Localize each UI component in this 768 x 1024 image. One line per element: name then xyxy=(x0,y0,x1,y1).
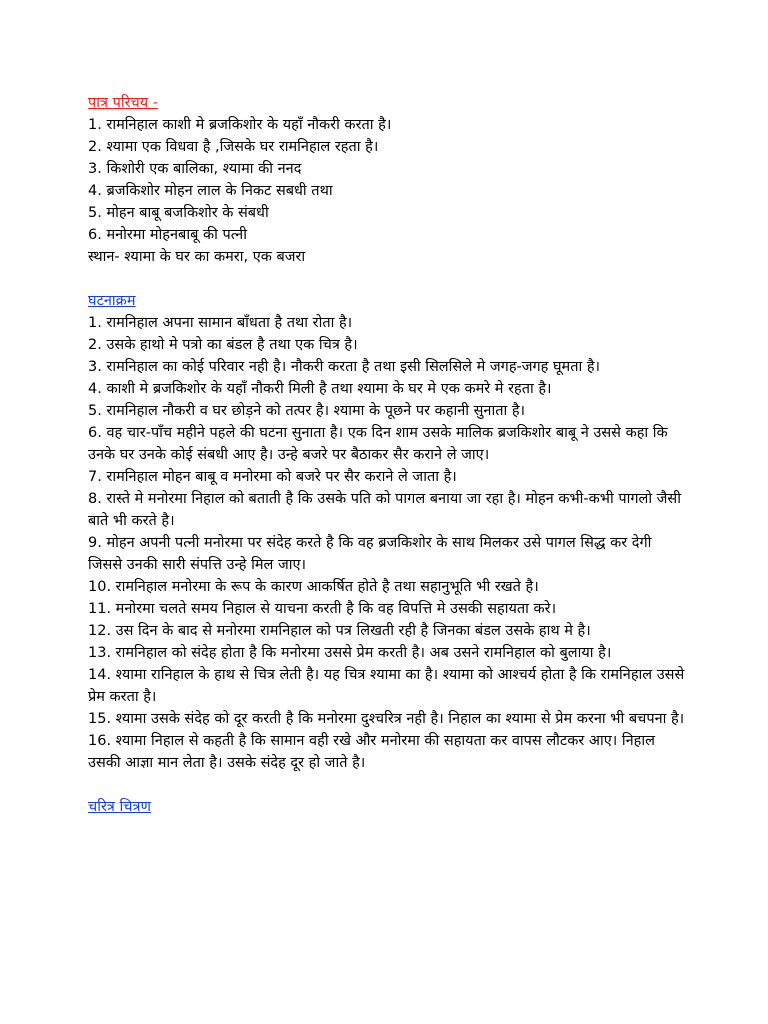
list-item: 3. किशोरी एक बालिका, श्यामा की ननद xyxy=(88,161,302,177)
list-item: 9. मोहन अपनी पत्नी मनोरमा पर संदेह करते है कि वह ब्रजकिशोर के साथ मिलकर उसे पागल सिद्ध कर देगी जिससे उनकी सारी संपत्ति उन्हे मिल जाए। xyxy=(88,535,652,573)
heading-characterization[interactable]: चरित्र चित्रण xyxy=(88,799,151,815)
list-item: 5. रामनिहाल नौकरी व घर छोड़ने को तत्पर है। श्यामा के पूछने पर कहानी सुनाता है। xyxy=(88,403,526,419)
list-item: 12. उस दिन के बाद से मनोरमा रामनिहाल को पत्र लिखती रही है जिनका बंडल उसके हाथ मे है। xyxy=(88,623,591,639)
section-events xyxy=(88,290,688,774)
place-line: स्थान- श्यामा के घर का कमरा, एक बजरा xyxy=(88,249,306,265)
list-item: 1. रामनिहाल काशी मे ब्रजकिशोर के यहाँ नौकरी करता है। xyxy=(88,117,392,133)
list-item: 14. श्यामा रानिहाल के हाथ से चित्र लेती है। यह चित्र श्यामा का है। श्यामा को आश्चर्य होता है कि रामनिहाल उससे प्रेम करता है। xyxy=(88,667,685,705)
spacer xyxy=(88,268,688,290)
heading-events[interactable]: घटनाक्रम xyxy=(88,293,136,309)
list-item: 4. काशी मे ब्रजकिशोर के यहाँ नौकरी मिली है तथा श्यामा के घर मे एक कमरे मे रहता है। xyxy=(88,381,552,397)
list-item: 16. श्यामा निहाल से कहती है कि सामान वही रखे और मनोरमा की सहायता कर वापस लौटकर आए। निहाल उसकी आज्ञा मान लेता है। उसके संदेह दूर हो जाते है। xyxy=(88,733,655,771)
spacer xyxy=(88,774,688,796)
document-page xyxy=(88,92,688,818)
list-item: 7. रामनिहाल मोहन बाबू व मनोरमा को बजरे पर सैर कराने ले जाता है। xyxy=(88,469,457,485)
heading-character-intro[interactable]: पात्र परिचय - xyxy=(88,95,158,111)
list-item: 6. वह चार-पाँच महीने पहले की घटना सुनाता है। एक दिन शाम उसके मालिक ब्रजकिशोर बाबू ने उससे कहा कि उनके घर उनके कोई संबधी आए है। उन्हे बजरे पर बैठाकर सैर कराने ले जाए। xyxy=(88,425,668,463)
list-item: 1. रामनिहाल अपना सामान बाँधता है तथा रोता है। xyxy=(88,315,353,331)
list-item: 3. रामनिहाल का कोई परिवार नही है। नौकरी करता है तथा इसी सिलसिले मे जगह-जगह घूमता है। xyxy=(88,359,601,375)
list-item: 6. मनोरमा मोहनबाबू की पत्नी xyxy=(88,227,247,243)
section-characterization xyxy=(88,796,688,818)
list-item: 8. रास्ते मे मनोरमा निहाल को बताती है कि उसके पति को पागल बनाया जा रहा है। मोहन कभी-कभी पागलो जैसी बाते भी करते है। xyxy=(88,491,681,529)
character-list xyxy=(88,114,688,268)
events-list xyxy=(88,312,688,774)
list-item: 2. उसके हाथो मे पत्रो का बंडल है तथा एक चित्र है। xyxy=(88,337,358,353)
list-item: 13. रामनिहाल को संदेह होता है कि मनोरमा उससे प्रेम करती है। अब उसने रामनिहाल को बुलाया है। xyxy=(88,645,612,661)
section-character-intro xyxy=(88,92,688,268)
list-item: 15. श्यामा उसके संदेह को दूर करती है कि मनोरमा दुश्चरित्र नही है। निहाल का श्यामा से प्रेम करना भी बचपना है। xyxy=(88,711,685,727)
list-item: 11. मनोरमा चलते समय निहाल से याचना करती है कि वह विपत्ति मे उसकी सहायता करे। xyxy=(88,601,557,617)
list-item: 4. ब्रजकिशोर मोहन लाल के निकट सबधी तथा xyxy=(88,183,333,199)
list-item: 5. मोहन बाबू बजकिशोर के संबधी xyxy=(88,205,269,221)
list-item: 2. श्यामा एक विधवा है ,जिसके घर रामनिहाल रहता है। xyxy=(88,139,379,155)
list-item: 10. रामनिहाल मनोरमा के रूप के कारण आकर्षित होते है तथा सहानुभूति भी रखते है। xyxy=(88,579,539,595)
